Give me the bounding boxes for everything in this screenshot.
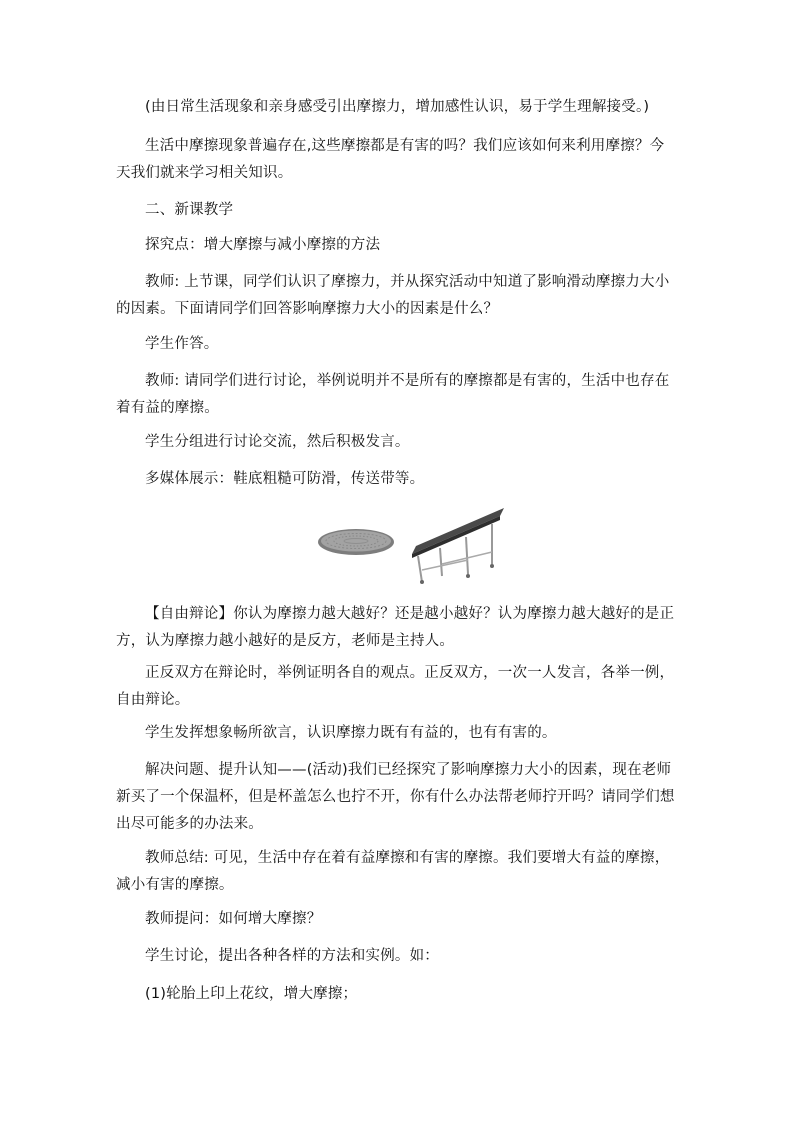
topic-heading: 探究点：增大摩擦与减小摩擦的方法 — [145, 237, 381, 253]
paragraph-debate-rules: 正反双方在辩论时，举例证明各自的观点。正反双方，一次一人发言，各举一例，自由辩论。 — [116, 665, 675, 708]
paragraph-intro-note: (由日常生活现象和亲身感受引出摩擦力，增加感性认识，易于学生理解接受。) — [145, 99, 650, 115]
paragraph-student-discuss: 学生讨论，提出各种各样的方法和实例。如： — [145, 948, 439, 964]
paragraph-teacher-discuss: 教师: 请同学们进行讨论，举例说明并不是所有的摩擦都是有害的，生活中也存在着有益的摩擦。 — [116, 373, 670, 416]
list-item-tire-pattern: (1)轮胎上印上花纹，增大摩擦； — [145, 986, 358, 1002]
section-heading: 二、新课教学 — [145, 202, 234, 218]
paragraph-media-show: 多媒体展示：鞋底粗糙可防滑，传送带等。 — [145, 471, 425, 487]
conveyor-belt-icon — [412, 508, 504, 584]
paragraph-problem-solving: 解决问题、提升认知——(活动)我们已经探究了影响摩擦力大小的因素，现在老师新买了一个保温杯，但是杯盖怎么也拧不开，你有什么办法帮老师拧开吗？请同学们想出尽可能多的办法来。 — [116, 762, 675, 832]
paragraph-teacher-review: 教师: 上节课，同学们认识了摩擦力，并从探究活动中知道了影响滑动摩擦力大小的因素。下面请同学们回答影响摩擦力大小的因素是什么？ — [116, 274, 670, 317]
paragraph-student-answer: 学生作答。 — [145, 336, 219, 352]
paragraph-question: 生活中摩擦现象普遍存在,这些摩擦都是有害的吗？我们应该如何来利用摩擦？今天我们就来学习相关知识。 — [116, 138, 665, 181]
paragraph-group-discuss: 学生分组进行讨论交流，然后积极发言。 — [145, 434, 410, 450]
paragraph-imagination: 学生发挥想象畅所欲言，认识摩擦力既有有益的，也有有害的。 — [145, 725, 557, 741]
paragraph-teacher-summary: 教师总结: 可见，生活中存在着有益摩擦和有害的摩擦。我们要增大有益的摩擦，减小有害的摩擦。 — [116, 850, 670, 893]
figure-shoe-and-conveyor — [314, 504, 514, 584]
paragraph-free-debate: 【自由辩论】你认为摩擦力越大越好？还是越小越好？认为摩擦力越大越好的是正方，认为摩擦力越小越好的是反方，老师是主持人。 — [116, 606, 675, 649]
paragraph-teacher-question: 教师提问：如何增大摩擦？ — [145, 911, 322, 927]
shoe-sole-icon — [318, 529, 394, 555]
